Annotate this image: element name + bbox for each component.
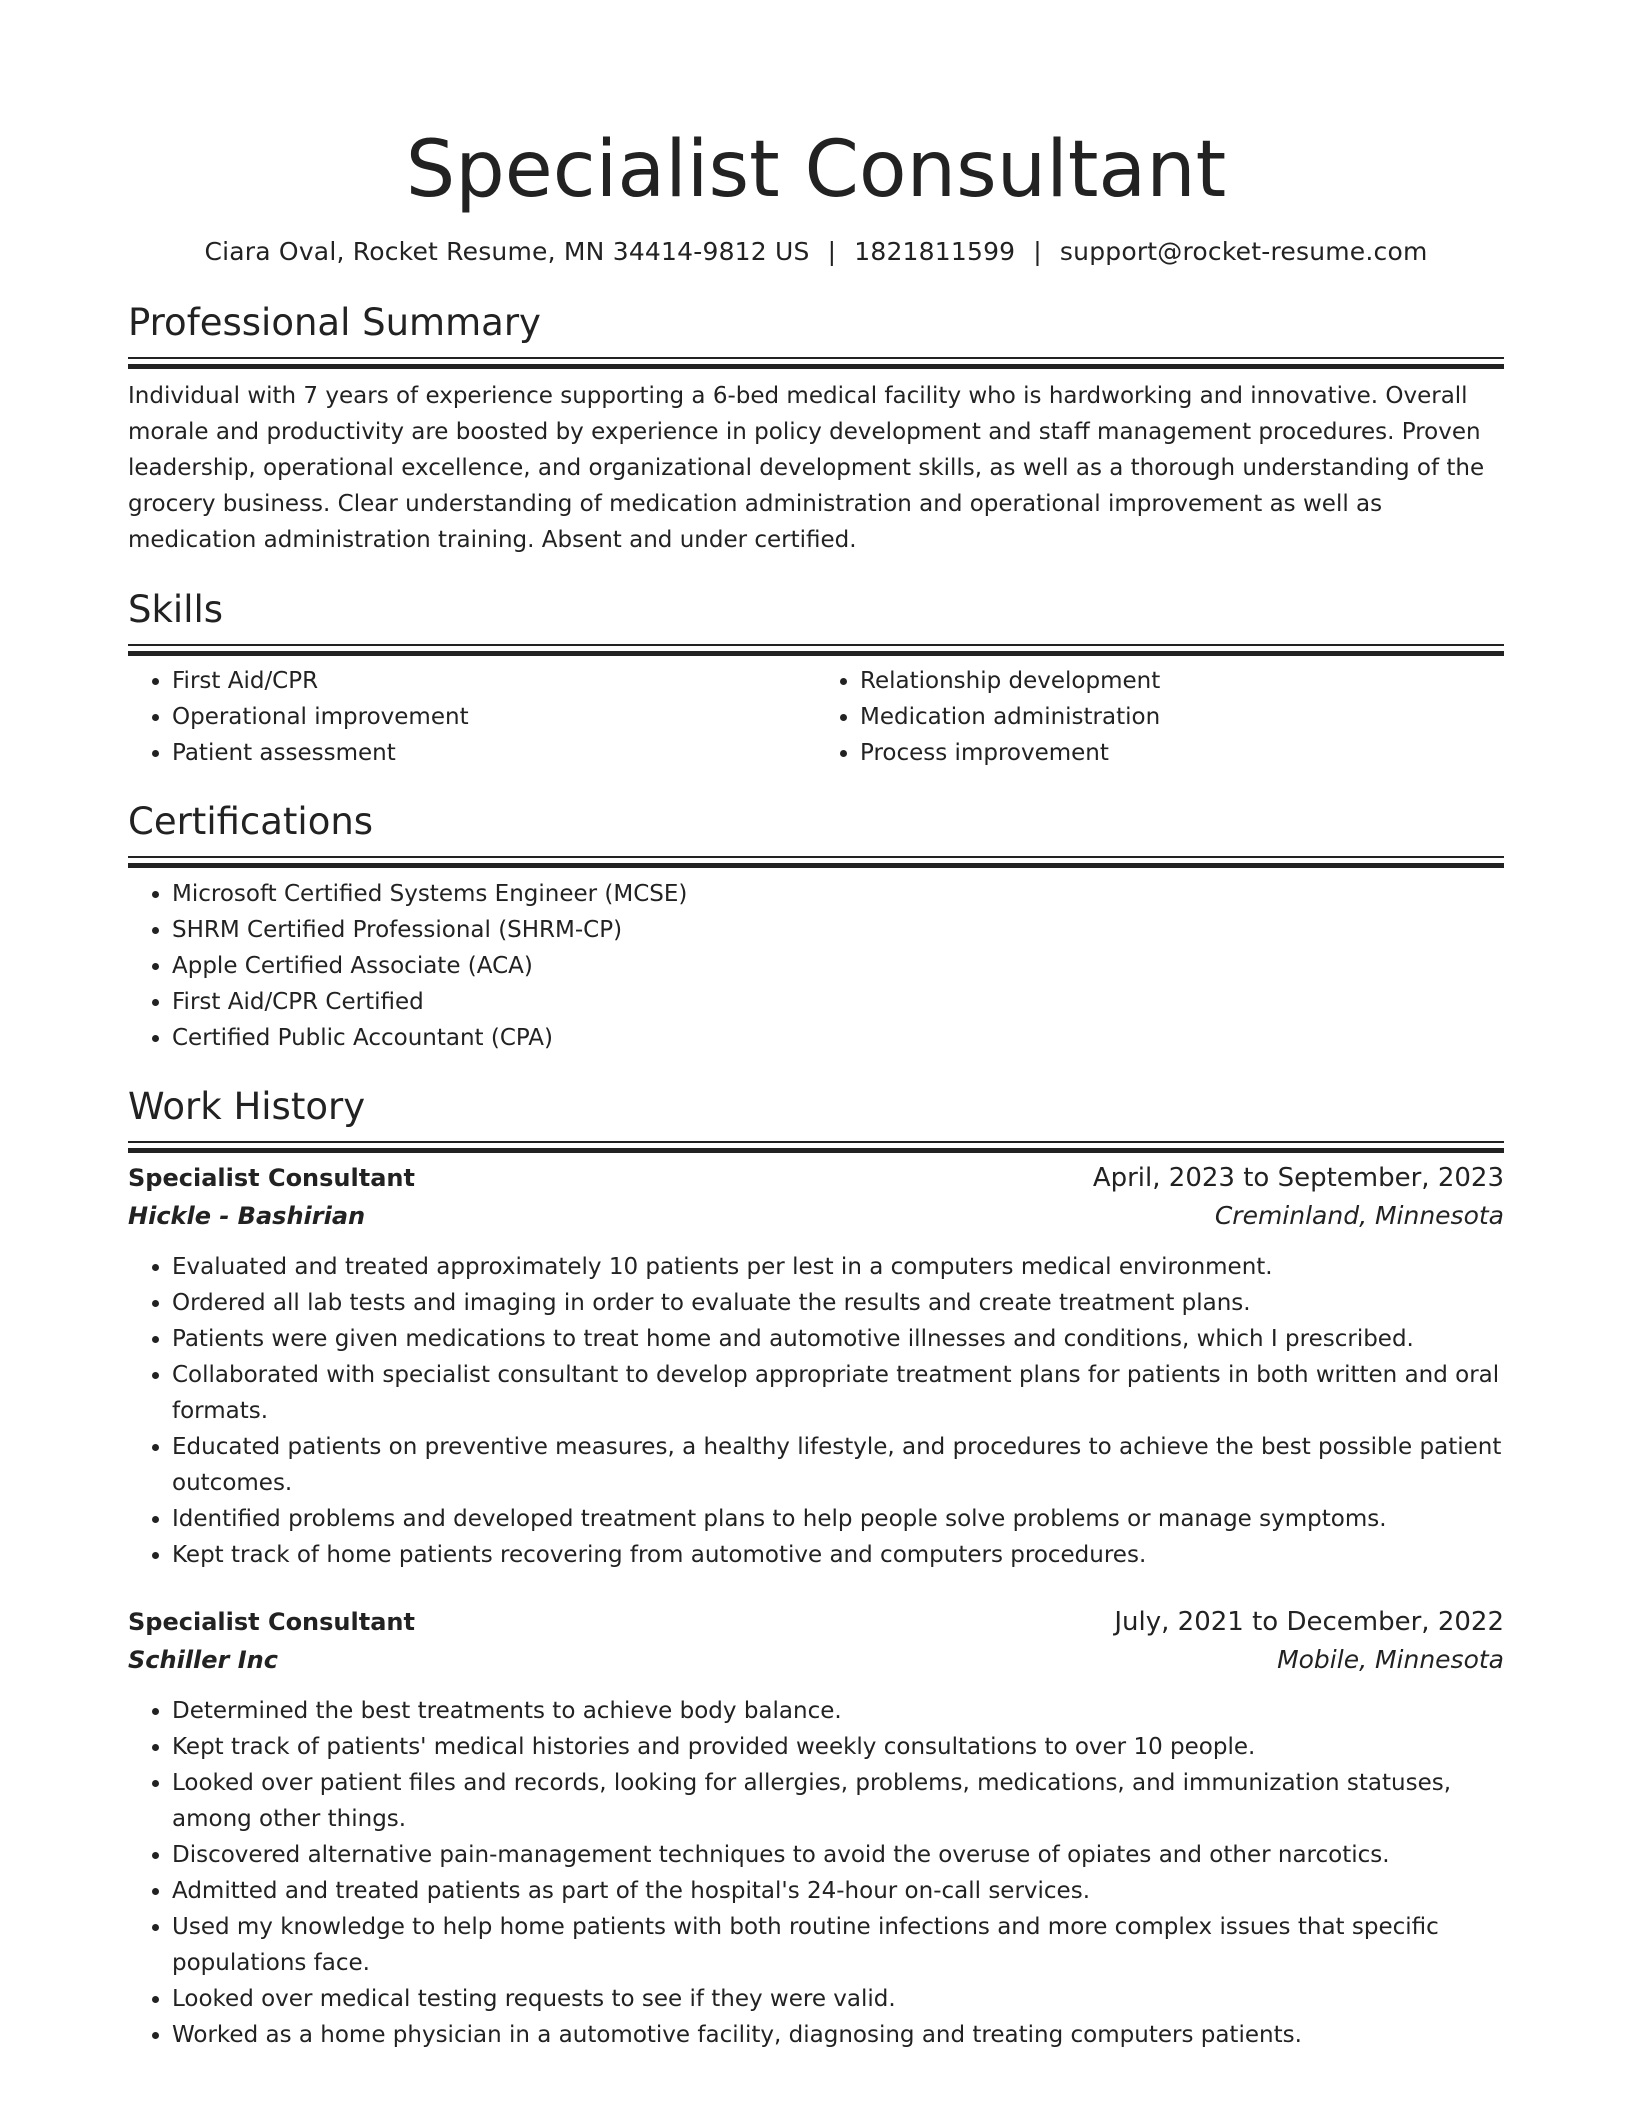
contact-email: support@rocket-resume.com xyxy=(1059,237,1428,266)
job-bullet: • Admitted and treated patients as part of the hospital's 24-hour on-call services. xyxy=(172,1873,1504,1909)
skill-item: • First Aid/CPR xyxy=(172,663,816,699)
section-divider xyxy=(128,856,1504,858)
job-bullet: • Kept track of patients' medical histories and provided weekly consultations to over 10 people. xyxy=(172,1729,1504,1765)
contact-separator: | xyxy=(1033,237,1042,266)
job-dates: April, 2023 to September, 2023 xyxy=(1092,1163,1504,1193)
section-divider xyxy=(128,357,1504,359)
job-bullet: • Discovered alternative pain-management techniques to avoid the overuse of opiates and other narcotics. xyxy=(172,1837,1504,1873)
job-entry xyxy=(128,1603,1504,2053)
job-bullet: • Patients were given medications to treat home and automotive illnesses and conditions, which I prescribed. xyxy=(172,1321,1504,1357)
work-history-section xyxy=(128,1085,1504,2053)
certification-item: • Certified Public Accountant (CPA) xyxy=(172,1020,1504,1056)
resume-name: Specialist Consultant xyxy=(405,125,1227,215)
job-company: Hickle - Bashirian xyxy=(128,1202,366,1230)
job-bullet: • Identified problems and developed treatment plans to help people solve problems or manage symptoms. xyxy=(172,1501,1504,1537)
summary-section xyxy=(128,301,1504,558)
job-location: Mobile, Minnesota xyxy=(1277,1645,1504,1674)
section-title-summary: Professional Summary xyxy=(128,301,541,344)
section-title-work-history: Work History xyxy=(128,1085,366,1128)
certifications-list xyxy=(128,876,1504,1056)
section-divider xyxy=(128,644,1504,646)
job-bullet: • Ordered all lab tests and imaging in order to evaluate the results and create treatment plans. xyxy=(172,1285,1504,1321)
job-dates: July, 2021 to December, 2022 xyxy=(1114,1607,1504,1637)
job-bullet: • Looked over medical testing requests to see if they were valid. xyxy=(172,1981,1504,2017)
contact-separator: | xyxy=(827,237,837,266)
job-bullet: • Looked over patient files and records, looking for allergies, problems, medications, and immunization statuses, among other things. xyxy=(172,1765,1504,1837)
job-header xyxy=(128,1159,1504,1197)
job-bullet: • Kept track of home patients recovering from automotive and computers procedures. xyxy=(172,1537,1504,1573)
section-divider xyxy=(128,1141,1504,1143)
skill-item: • Operational improvement xyxy=(172,699,816,735)
job-header xyxy=(128,1603,1504,1641)
skills-grid xyxy=(128,663,1504,771)
job-title: Specialist Consultant xyxy=(128,1164,415,1192)
contact-address: Ciara Oval, Rocket Resume, MN 34414-9812 US xyxy=(204,237,810,266)
skills-list-left xyxy=(128,663,816,771)
skill-item: • Process improvement xyxy=(860,735,1504,771)
certification-item: • SHRM Certified Professional (SHRM-CP) xyxy=(172,912,1504,948)
job-bullet: • Educated patients on preventive measures, a healthy lifestyle, and procedures to achieve the best possible patient outcomes. xyxy=(172,1429,1504,1501)
certification-item: • Apple Certified Associate (ACA) xyxy=(172,948,1504,984)
job-bullet: • Collaborated with specialist consultant to develop appropriate treatment plans for patients in both written and oral formats. xyxy=(172,1357,1504,1429)
job-subheader xyxy=(128,1197,1504,1235)
job-bullet: • Evaluated and treated approximately 10 patients per lest in a computers medical environment. xyxy=(172,1249,1504,1285)
section-title-certifications: Certifications xyxy=(128,800,374,843)
certification-item: • First Aid/CPR Certified xyxy=(172,984,1504,1020)
certification-item: • Microsoft Certified Systems Engineer (MCSE) xyxy=(172,876,1504,912)
job-bullets xyxy=(128,1249,1504,1573)
job-location: Creminland, Minnesota xyxy=(1214,1201,1504,1230)
job-entry xyxy=(128,1159,1504,1573)
certifications-section xyxy=(128,800,1504,1056)
skill-item: • Relationship development xyxy=(860,663,1504,699)
skill-item: • Medication administration xyxy=(860,699,1504,735)
job-bullet: • Used my knowledge to help home patients with both routine infections and more complex issues that specific populations face. xyxy=(172,1909,1504,1981)
job-bullet: • Worked as a home physician in a automotive facility, diagnosing and treating computers patients. xyxy=(172,2017,1504,2053)
resume-page xyxy=(128,0,1504,2053)
section-title-skills: Skills xyxy=(128,588,224,631)
job-bullets xyxy=(128,1693,1504,2053)
job-subheader xyxy=(128,1641,1504,1679)
skills-list-right xyxy=(816,663,1504,771)
job-bullet: • Determined the best treatments to achieve body balance. xyxy=(172,1693,1504,1729)
job-company: Schiller Inc xyxy=(128,1646,278,1674)
job-title: Specialist Consultant xyxy=(128,1608,415,1636)
skill-item: • Patient assessment xyxy=(172,735,816,771)
contact-line xyxy=(128,236,1504,268)
skills-section xyxy=(128,588,1504,771)
contact-phone: 1821811599 xyxy=(854,237,1016,266)
summary-text: Individual with 7 years of experience supporting a 6-bed medical facility who is hardworking and innovative. Overall morale and productivity are boosted by experience in policy development and staff management procedures. Proven leadership, operational excellence, and organizational development skills, as well as a thorough understanding of the grocery business. Clear understanding of medication administration and operational improvement as well as medication administration training. Absent and under certified. xyxy=(128,383,1485,553)
